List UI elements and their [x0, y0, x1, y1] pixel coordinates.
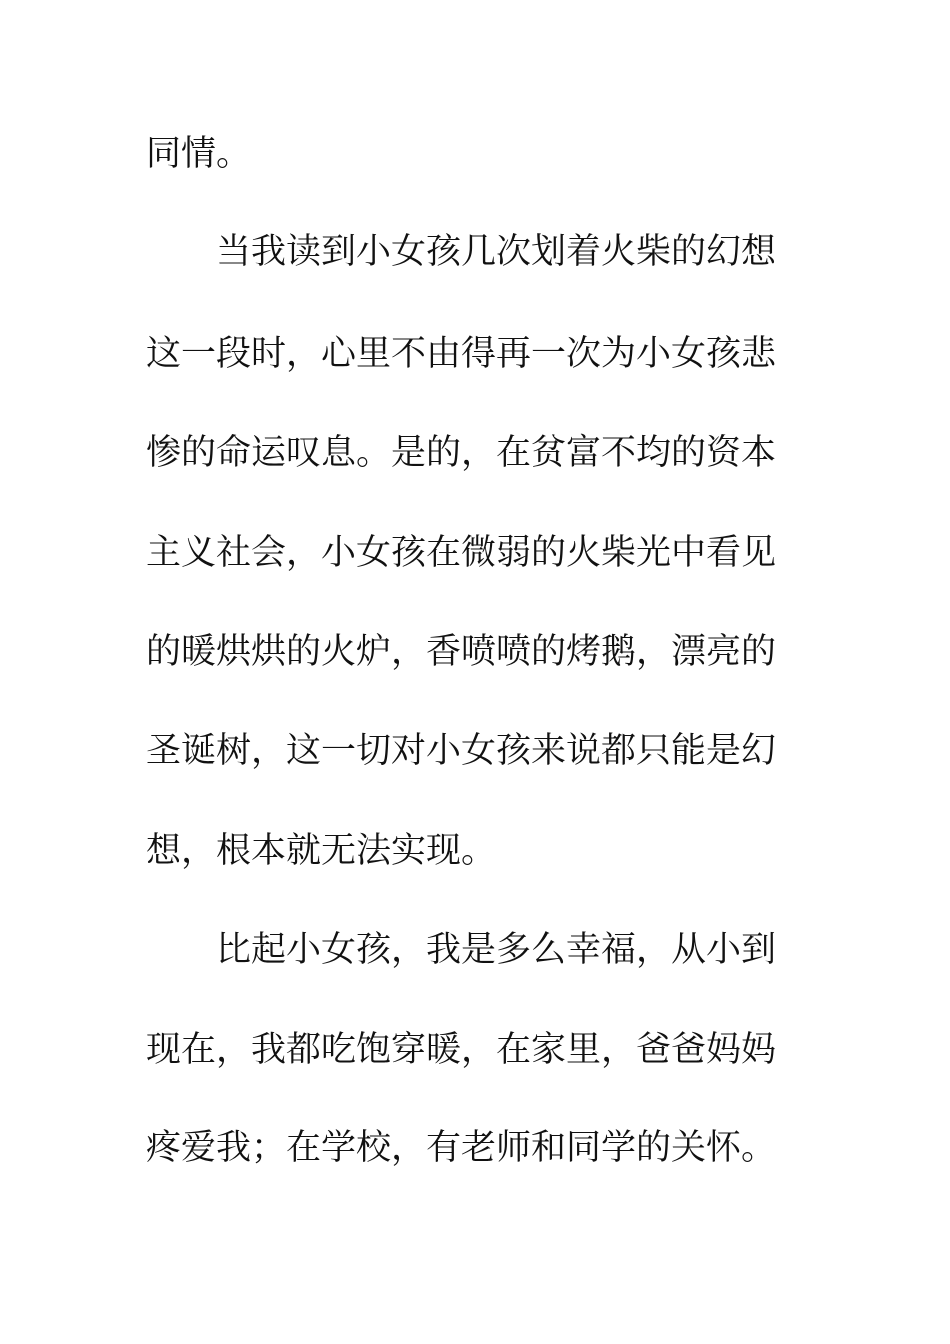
paragraph-first-line: 比起小女孩，我是多么幸福，从小到: [216, 930, 777, 970]
text-line: 的暖烘烘的火炉，香喷喷的烤鹅，漂亮的: [146, 632, 777, 672]
text-line: 圣诞树，这一切对小女孩来说都只能是幻: [146, 731, 777, 771]
text-line: 惨的命运叹息。是的，在贫富不均的资本: [146, 433, 777, 473]
paragraph-first-line: 当我读到小女孩几次划着火柴的幻想: [216, 232, 777, 272]
text-line: 现在，我都吃饱穿暖，在家里，爸爸妈妈: [146, 1030, 777, 1070]
text-line: 主义社会，小女孩在微弱的火柴光中看见: [146, 533, 777, 573]
text-line: 同情。: [146, 134, 252, 174]
text-line: 疼爱我；在学校，有老师和同学的关怀。: [146, 1128, 777, 1168]
text-line: 想，根本就无法实现。: [146, 831, 497, 871]
text-line: 这一段时，心里不由得再一次为小女孩悲: [146, 334, 777, 374]
